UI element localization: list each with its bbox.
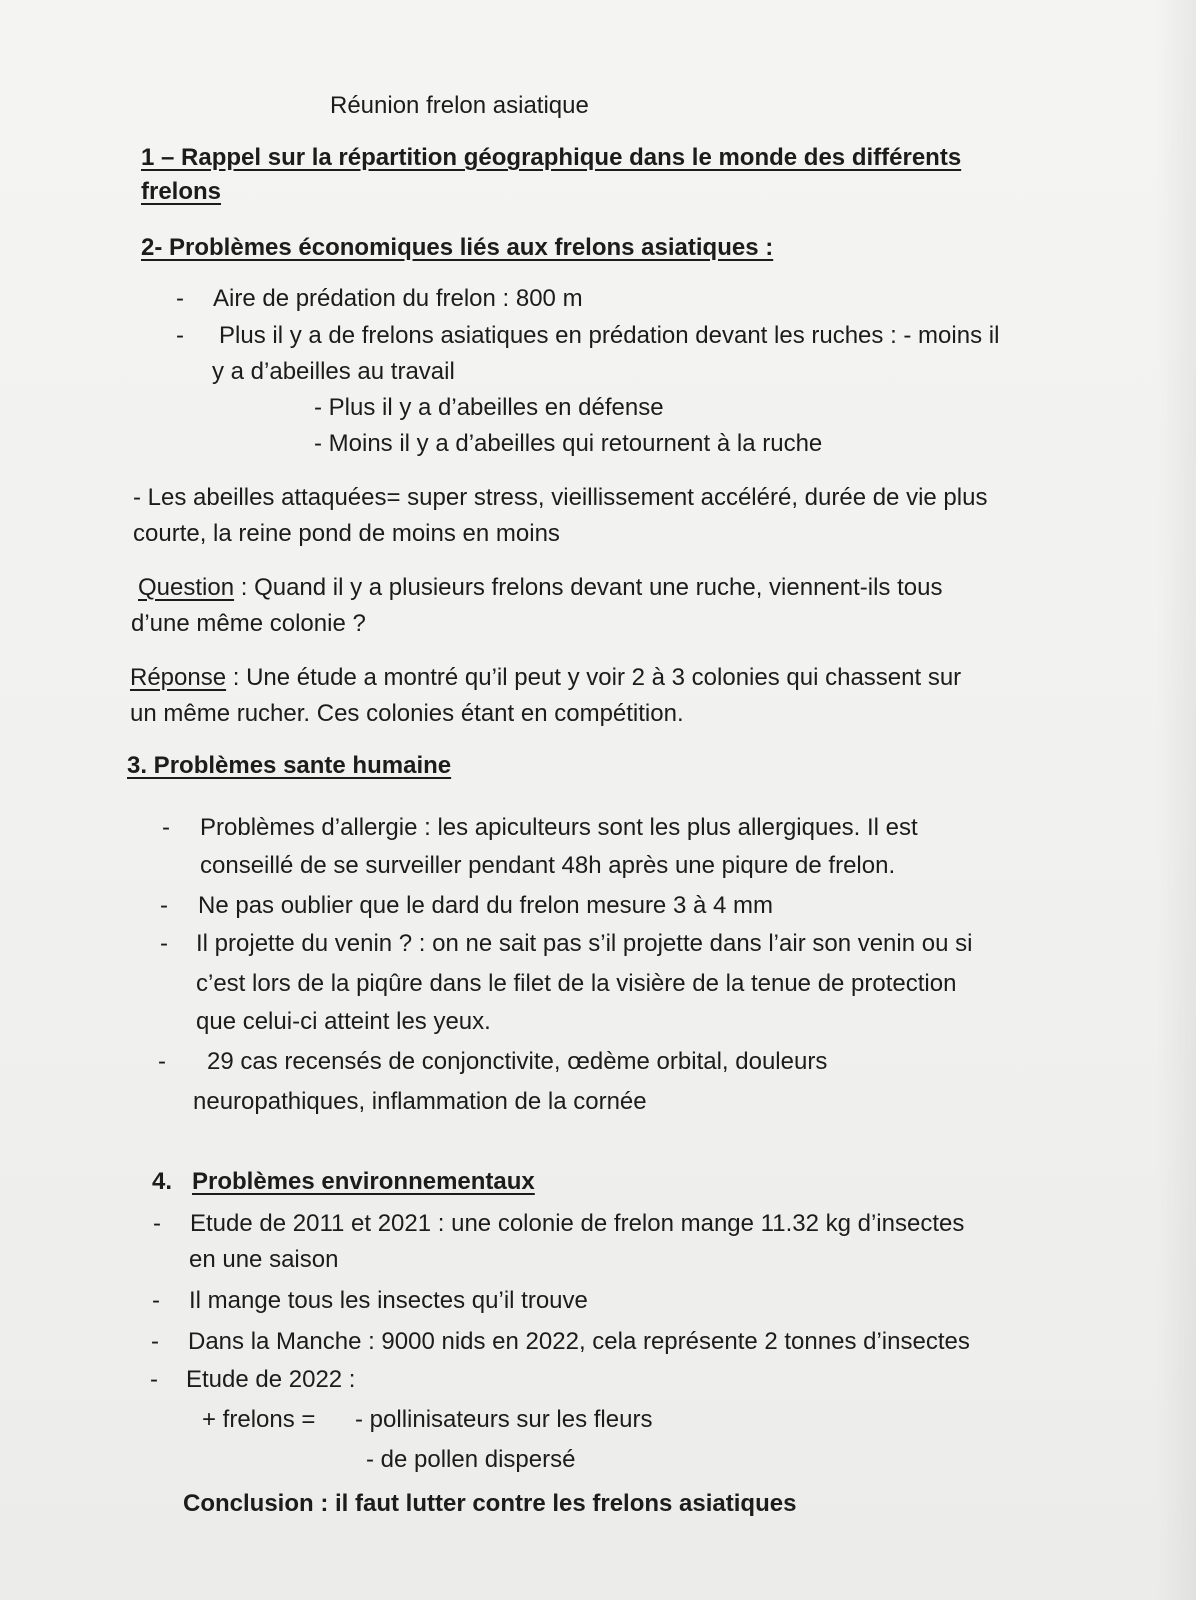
section4-b1-line2: en une saison (189, 1246, 339, 1273)
section2-bullet2-line2: y a d’abeilles au travail (212, 358, 455, 385)
question-line1 (138, 570, 942, 606)
section3-b4-line1: 29 cas recensés de conjonctivite, œdème orbital, douleurs (207, 1048, 828, 1075)
bullet-dash: - (153, 1210, 161, 1237)
minus-pollinisateurs: - pollinisateurs sur les fleurs (355, 1406, 653, 1433)
bullet-dash: - (152, 1287, 160, 1314)
section4-b3: Dans la Manche : 9000 nids en 2022, cela représente 2 tonnes d’insectes (188, 1328, 970, 1355)
answer-label: Réponse (130, 664, 227, 691)
section2-bullet2-line1: Plus il y a de frelons asiatiques en prédation devant les ruches : - moins il (219, 322, 1000, 349)
paper-edge-shadow (1156, 0, 1196, 1600)
section3-b2: Ne pas oublier que le dard du frelon mesure 3 à 4 mm (198, 892, 773, 919)
bullet-dash: - (150, 1366, 158, 1393)
section3-b3-line3: que celui-ci atteint les yeux. (196, 1008, 491, 1035)
bullet-dash: - (160, 892, 168, 919)
section4-b1-line1: Etude de 2011 et 2021 : une colonie de frelon mange 11.32 kg d’insectes (190, 1210, 965, 1237)
plus-frelons-label: + frelons = (202, 1406, 316, 1433)
section3-b4-line2: neuropathiques, inflammation de la cornée (193, 1088, 647, 1115)
bullet-dash: - (176, 322, 184, 349)
question-line2: d’une même colonie ? (131, 610, 366, 637)
section2-bullet1: Aire de prédation du frelon : 800 m (213, 285, 583, 312)
section4-heading: Problèmes environnementaux (192, 1168, 535, 1195)
section4-b4: Etude de 2022 : (186, 1366, 356, 1393)
conclusion: Conclusion : il faut lutter contre les frelons asiatiques (183, 1490, 797, 1517)
section4-number: 4. (152, 1168, 173, 1195)
section2-para-line1: - Les abeilles attaquées= super stress, vieillissement accéléré, durée de vie plus (133, 484, 988, 511)
section3-heading: 3. Problèmes sante humaine (127, 752, 452, 779)
section2-heading: 2- Problèmes économiques liés aux frelons asiatiques : (141, 234, 774, 261)
bullet-dash: - (176, 285, 184, 312)
bullet-dash: - (151, 1328, 159, 1355)
answer-text: : Une étude a montré qu’il peut y voir 2 à 3 colonies qui chassent sur (226, 664, 962, 691)
section1-heading-line2: frelons (141, 178, 222, 205)
section1-heading-line1: 1 – Rappel sur la répartition géographique dans le monde des différents (141, 144, 962, 171)
section2-sub2: - Moins il y a d’abeilles qui retournent à la ruche (314, 430, 823, 457)
bullet-dash: - (162, 814, 170, 841)
bullet-dash: - (158, 1048, 166, 1075)
question-label: Question (138, 574, 235, 601)
answer-line1 (130, 660, 961, 696)
section2-para-line2: courte, la reine pond de moins en moins (133, 520, 560, 547)
document-title: Réunion frelon asiatique (330, 92, 589, 119)
answer-line2: un même rucher. Ces colonies étant en compétition. (130, 700, 684, 727)
section4-b2: Il mange tous les insectes qu’il trouve (189, 1287, 588, 1314)
minus-pollen: - de pollen dispersé (366, 1446, 576, 1473)
section2-sub1: - Plus il y a d’abeilles en défense (314, 394, 664, 421)
section3-b1-line2: conseillé de se surveiller pendant 48h après une piqure de frelon. (200, 852, 896, 879)
section3-b3-line1: Il projette du venin ? : on ne sait pas s’il projette dans l’air son venin ou si (196, 930, 973, 957)
section3-b1-line1: Problèmes d’allergie : les apiculteurs sont les plus allergiques. Il est (200, 814, 918, 841)
section3-b3-line2: c’est lors de la piqûre dans le filet de la visière de la tenue de protection (196, 970, 957, 997)
bullet-dash: - (160, 930, 168, 957)
question-text: : Quand il y a plusieurs frelons devant une ruche, viennent-ils tous (234, 574, 943, 601)
